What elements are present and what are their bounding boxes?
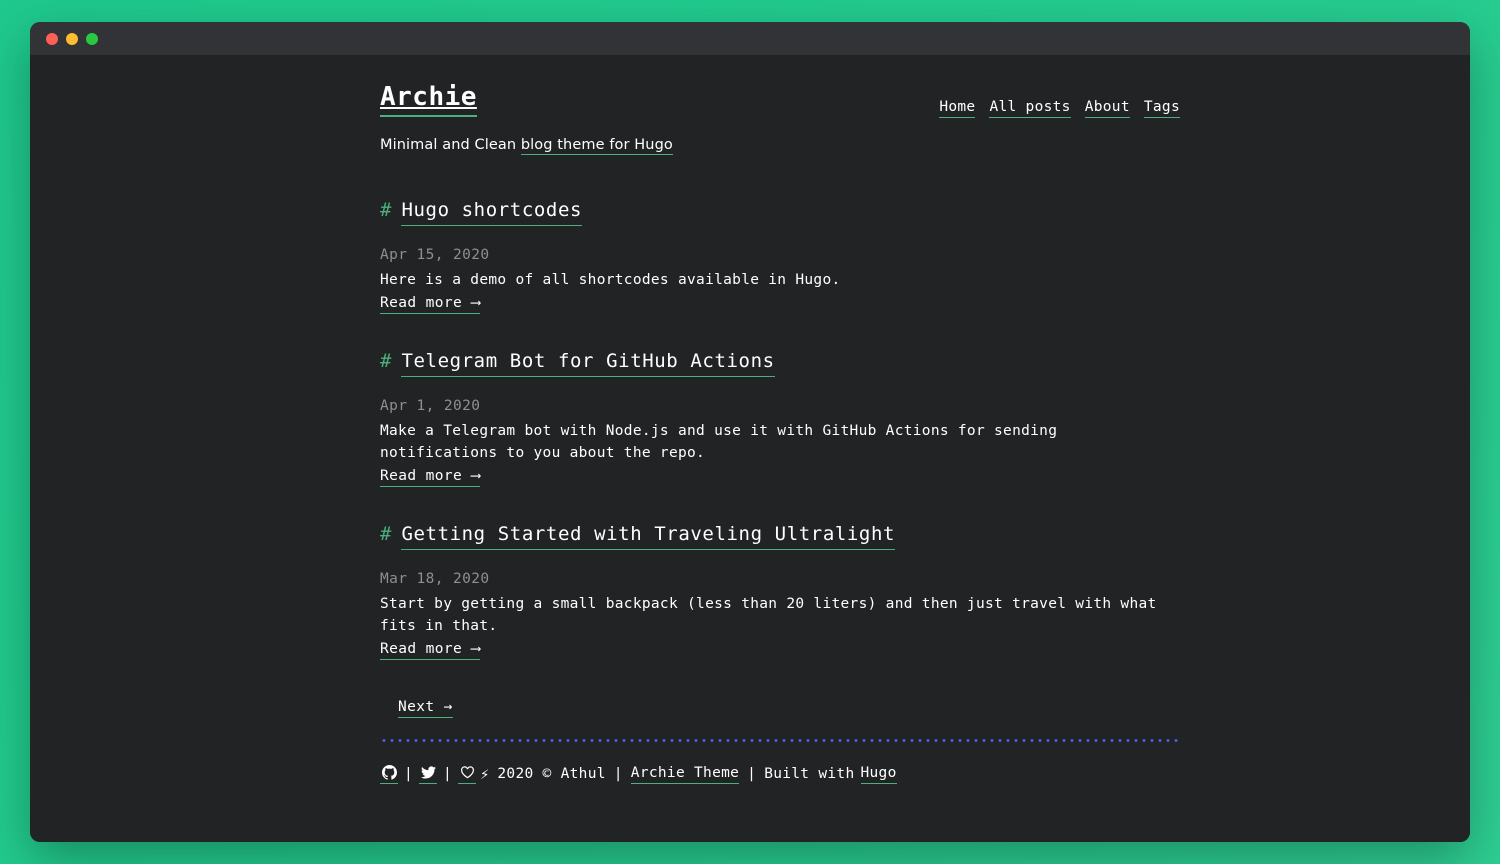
twitter-icon[interactable] [419,764,437,784]
footer-built-with: Built with [764,766,855,783]
post-summary: Here is a demo of all shortcodes available in Hugo. [380,272,841,288]
post-date: Mar 18, 2020 [380,571,490,588]
close-window-button[interactable] [46,33,58,45]
minimize-window-button[interactable] [66,33,78,45]
content-column [380,55,1180,784]
post-summary: Start by getting a small backpack (less than 20 liters) and then just travel with what fits in that. [380,596,1157,634]
page-body [30,55,1470,842]
pagination-next-link[interactable]: Next → [398,699,453,718]
lightning-icon: ⚡ [480,765,490,784]
site-header [380,55,1180,118]
post-title-link[interactable]: Hugo shortcodes [401,199,582,226]
zoom-window-button[interactable] [86,33,98,45]
archie-theme-link[interactable]: Archie Theme [631,765,739,784]
site-footer [380,764,1180,784]
site-tagline [380,137,1180,153]
nav-item-tags[interactable]: Tags [1144,99,1180,118]
nav-item-all-posts[interactable]: All posts [989,99,1070,118]
footer-divider [380,739,1180,742]
social-separator: | [404,766,414,783]
post-list [380,199,1180,660]
tagline-text: Minimal and Clean [380,137,521,153]
pagination [380,696,1180,715]
hash-icon: # [380,350,392,373]
post-title-link[interactable]: Getting Started with Traveling Ultralight [401,523,895,550]
browser-window [30,22,1470,842]
hash-icon: # [380,199,392,221]
post-title-link[interactable]: Telegram Bot for GitHub Actions [401,350,774,377]
read-more-link[interactable]: Read more ⟶ [380,641,480,660]
post-title-row [380,523,1180,550]
post-title-row [380,350,1180,377]
post-item [380,350,1180,487]
post-title-row [380,199,1180,226]
nav-item-about[interactable]: About [1085,99,1130,118]
post-item [380,523,1180,660]
post-date: Apr 15, 2020 [380,247,490,263]
hash-icon: # [380,523,392,546]
social-links [380,764,476,784]
post-item [380,199,1180,314]
hugo-link[interactable]: Hugo [861,765,897,784]
site-title[interactable]: Archie [380,83,477,117]
read-more-link[interactable]: Read more ⟶ [380,468,480,487]
footer-pipe: | [613,766,623,783]
main-nav [939,83,1180,118]
nav-item-home[interactable]: Home [939,99,975,118]
tagline-link[interactable]: blog theme for Hugo [520,137,673,153]
social-separator: | [443,766,453,783]
post-summary: Make a Telegram bot with Node.js and use it with GitHub Actions for sending notifications to you about the repo. [380,423,1058,461]
github-icon[interactable] [380,764,398,784]
post-date: Apr 1, 2020 [380,398,481,415]
footer-pipe: | [747,766,757,783]
window-titlebar [30,22,1470,55]
heart-icon[interactable] [458,764,476,784]
footer-copyright: 2020 © Athul [497,766,606,783]
read-more-link[interactable]: Read more ⟶ [380,295,480,314]
